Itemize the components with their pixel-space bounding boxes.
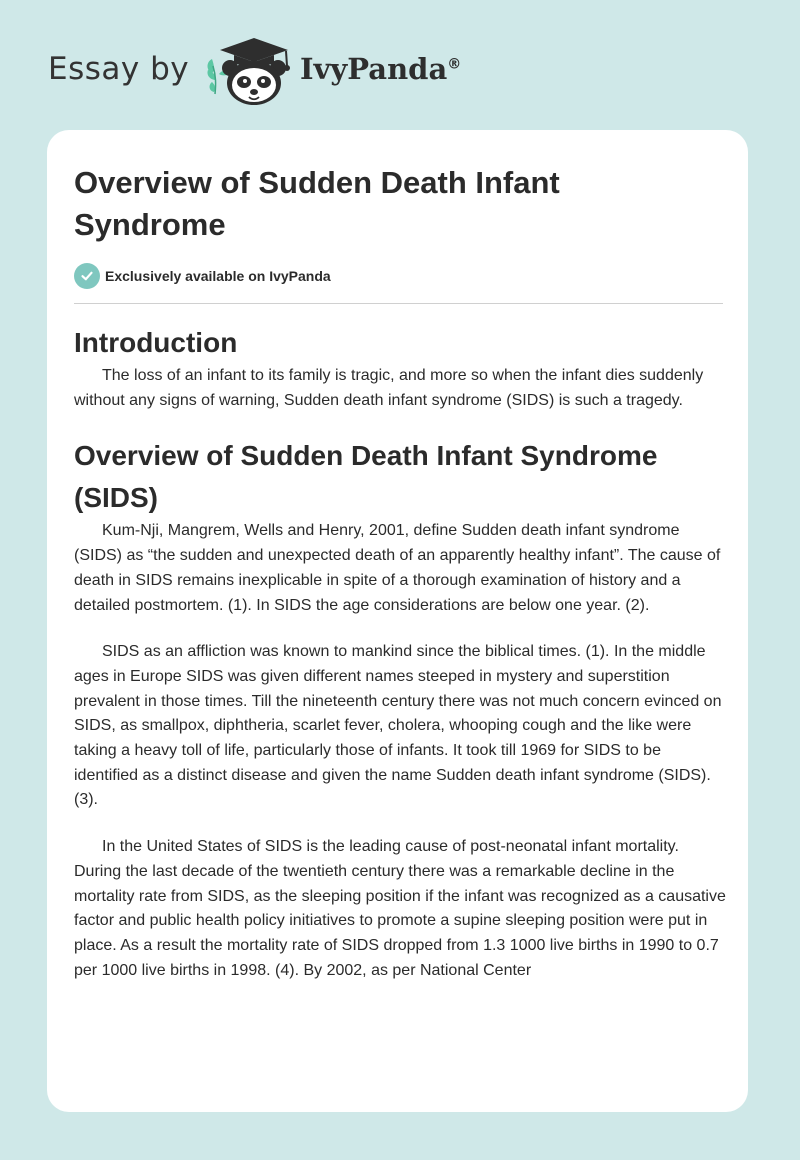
exclusive-badge <box>74 263 331 289</box>
section-heading: Overview of Sudden Death Infant Syndrome (SIDS) <box>74 440 658 514</box>
paragraph: Kum-Nji, Mangrem, Wells and Henry, 2001, define Sudden death infant syndrome (SIDS) as “the sudden and unexpected death of an apparently healthy infant”. The cause of death in SIDS remains inexplicable in spite of a thorough examination of history and a detailed postmortem. (1). In SIDS the age considerations are below one year. (2). <box>74 522 721 614</box>
brand-name <box>300 52 461 86</box>
checkmark-icon <box>74 263 100 289</box>
registered-mark: ® <box>447 56 462 73</box>
article-body <box>74 322 726 1005</box>
essay-by-label: Essay by <box>48 51 190 87</box>
divider <box>74 303 723 304</box>
section-heading: Introduction <box>74 327 238 358</box>
article-title: Overview of Sudden Death Infant Syndrome <box>74 165 560 242</box>
paragraph: In the United States of SIDS is the leading cause of post-neonatal infant mortality. During the last decade of the twentieth century there was a remarkable decline in the mortality rate from SIDS, as the sleeping position if the infant was recognized as a causative factor and public health policy initiatives to promote a supine sleeping position were put in place. As a result the mortality rate of SIDS dropped from 1.3 1000 live births in 1990 to 0.7 per 1000 live births in 1998. (4). By 2002, as per National Center <box>74 838 726 979</box>
brand-name-text: IvyPanda <box>300 52 448 86</box>
paragraph: The loss of an infant to its family is tragic, and more so when the infant dies suddenly without any signs of warning, Sudden death infant syndrome (SIDS) is such a tragedy. <box>74 367 704 409</box>
panda-logo-icon <box>202 36 296 108</box>
badge-label: Exclusively available on IvyPanda <box>105 268 331 284</box>
site-header <box>48 36 508 108</box>
article-card <box>47 130 748 1112</box>
paragraph: SIDS as an affliction was known to mankind since the biblical times. (1). In the middle ages in Europe SIDS was given different names steeped in mystery and superstition prevalent in those times. Till the nineteenth century there was not much concern evinced on SIDS, as smallpox, diphtheria, scarlet fever, cholera, whooping cough and the like were taking a heavy toll of life, particularly those of infants. It took till 1969 for SIDS to be identified as a distinct disease and given the name Sudden death infant syndrome (SIDS). (3). <box>74 643 722 809</box>
